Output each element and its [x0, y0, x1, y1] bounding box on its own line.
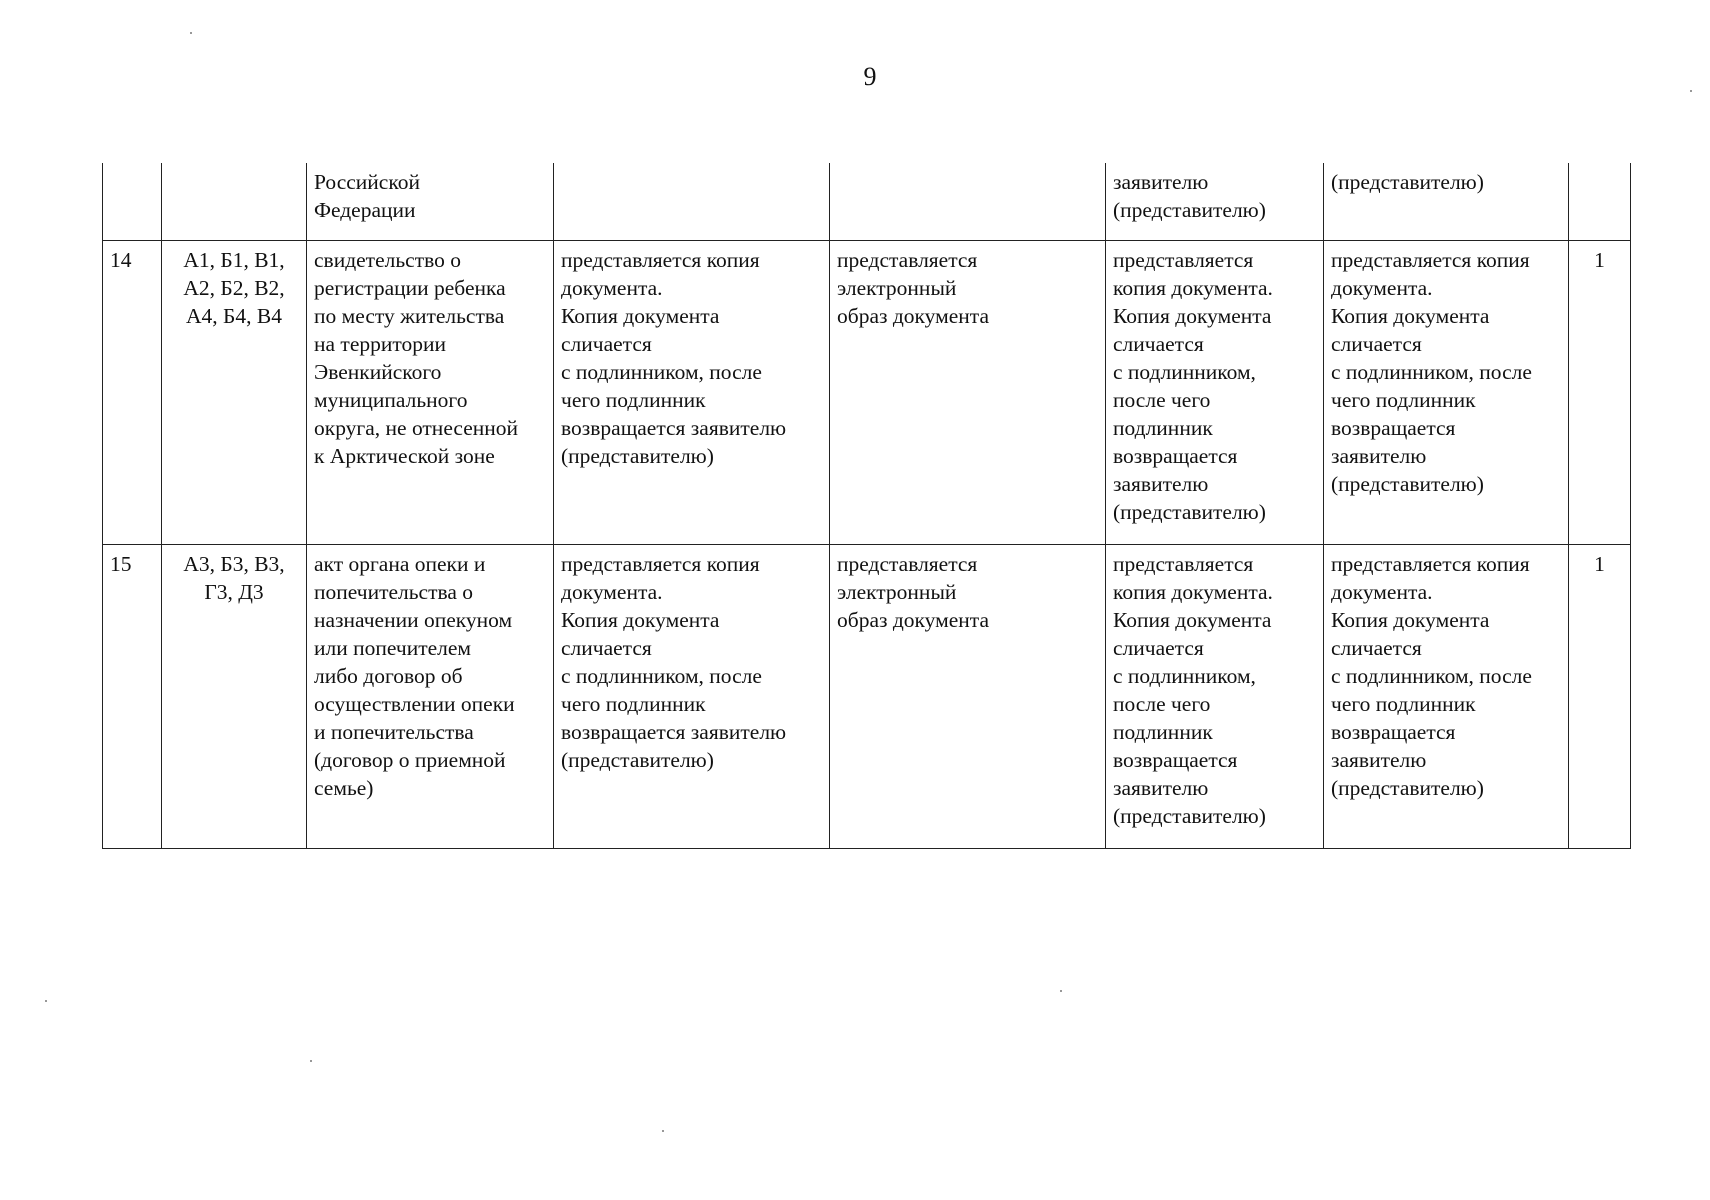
cell-text-line: возвращается заявителю: [561, 415, 787, 440]
cell-col7: [1324, 240, 1569, 544]
cell-text-line: или попечителем: [314, 635, 472, 660]
cell-text-line: после чего: [1113, 387, 1211, 412]
cell-text-line: регистрации ребенка: [314, 275, 506, 300]
cell-text-line: с подлинником,: [1113, 663, 1256, 688]
cell-text-line: семье): [314, 775, 374, 800]
cell-text-line: либо договор об: [314, 663, 463, 688]
cell-text-line: Федерации: [314, 198, 416, 222]
cell-text-line: подлинник: [1113, 415, 1213, 440]
cell-text-line: сличается: [1113, 331, 1204, 356]
cell-text-line: электронный: [837, 579, 957, 604]
cell-text-line: представляется копия: [1331, 247, 1530, 272]
cell-col6: [1106, 544, 1324, 848]
cell-text-line: А2, Б2, В2,: [183, 275, 285, 300]
cell-text-line: Г3, Д3: [204, 579, 264, 604]
cell-text-line: попечительства о: [314, 579, 474, 604]
cell-number: [103, 163, 162, 240]
cell-text-line: сличается: [1113, 635, 1204, 660]
cell-text-line: чего подлинник: [561, 691, 706, 716]
cell-text-line: заявителю: [1113, 471, 1209, 496]
cell-text-line: Копия документа: [1113, 607, 1272, 632]
cell-text-line: заявителю: [1331, 443, 1427, 468]
cell-text-line: осуществлении опеки: [314, 691, 515, 716]
cell-document: [307, 544, 554, 848]
cell-text-line: представляется: [1113, 551, 1254, 576]
cell-codes: [162, 163, 307, 240]
scan-speck: [190, 32, 192, 34]
cell-text-line: документа.: [1331, 579, 1433, 604]
cell-text-line: представляется копия: [561, 551, 760, 576]
cell-text-line: чего подлинник: [561, 387, 706, 412]
cell-text-line: сличается: [1331, 331, 1422, 356]
cell-text-line: А4, Б4, В4: [186, 303, 282, 328]
cell-codes: [162, 544, 307, 848]
cell-text-line: и попечительства: [314, 719, 474, 744]
cell-number: 15: [103, 544, 162, 848]
cell-text-line: образ документа: [837, 607, 990, 632]
cell-text-line: А3, Б3, В3,: [183, 551, 285, 576]
cell-text-line: Копия документа: [1331, 303, 1490, 328]
cell-text-line: с подлинником,: [1113, 359, 1256, 384]
cell-text-line: (представителю): [1113, 803, 1266, 828]
cell-text-line: по месту жительства: [314, 303, 505, 328]
cell-text-line: представляется: [1113, 247, 1254, 272]
cell-text-line: представляется копия: [561, 247, 760, 272]
cell-text-line: назначении опекуном: [314, 607, 513, 632]
cell-col4: [554, 544, 830, 848]
cell-col4: [554, 163, 830, 240]
cell-text-line: возвращается заявителю: [561, 719, 787, 744]
scan-speck: [45, 1000, 47, 1002]
cell-text-line: сличается: [561, 635, 652, 660]
cell-text-line: заявителю: [1113, 170, 1209, 194]
cell-text-line: Копия документа: [1113, 303, 1272, 328]
cell-text-line: возвращается: [1331, 719, 1456, 744]
cell-col5: [830, 163, 1106, 240]
cell-text-line: документа.: [561, 275, 663, 300]
cell-text-line: округа, не отнесенной: [314, 415, 519, 440]
cell-text-line: акт органа опеки и: [314, 551, 486, 576]
cell-text-line: муниципального: [314, 387, 468, 412]
cell-text-line: (договор о приемной: [314, 747, 506, 772]
cell-col4: [554, 240, 830, 544]
table-row: [103, 240, 1631, 544]
cell-text-line: (представителю): [1331, 775, 1484, 800]
cell-text-line: возвращается: [1113, 443, 1238, 468]
cell-text-line: возвращается: [1331, 415, 1456, 440]
cell-text-line: (представителю): [1331, 170, 1484, 194]
cell-col6: [1106, 240, 1324, 544]
cell-document: [307, 163, 554, 240]
cell-text-line: (представителю): [1113, 198, 1266, 222]
cell-text-line: возвращается: [1113, 747, 1238, 772]
cell-text-line: заявителю: [1113, 775, 1209, 800]
cell-text-line: (представителю): [1113, 499, 1266, 524]
cell-text-line: (представителю): [1331, 471, 1484, 496]
cell-text-line: Эвенкийского: [314, 359, 442, 384]
cell-col5: [830, 240, 1106, 544]
cell-text-line: (представителю): [561, 443, 714, 468]
scan-speck: [1690, 90, 1692, 92]
cell-text-line: с подлинником, после: [561, 663, 762, 688]
cell-count: 1: [1569, 240, 1631, 544]
cell-text-line: свидетельство о: [314, 247, 461, 272]
cell-text-line: документа.: [1331, 275, 1433, 300]
cell-text-line: Копия документа: [561, 303, 720, 328]
cell-text-line: Копия документа: [1331, 607, 1490, 632]
cell-text-line: с подлинником, после: [1331, 359, 1532, 384]
cell-text-line: к Арктической зоне: [314, 443, 495, 468]
cell-text-line: чего подлинник: [1331, 691, 1476, 716]
cell-text-line: подлинник: [1113, 719, 1213, 744]
scan-speck: [662, 1130, 664, 1132]
cell-text-line: копия документа.: [1113, 579, 1273, 604]
cell-count: [1569, 163, 1631, 240]
cell-text-line: заявителю: [1331, 747, 1427, 772]
cell-text-line: образ документа: [837, 303, 990, 328]
cell-col6: [1106, 163, 1324, 240]
cell-number: 14: [103, 240, 162, 544]
cell-text-line: после чего: [1113, 691, 1211, 716]
scan-speck: [1060, 990, 1062, 992]
cell-col5: [830, 544, 1106, 848]
cell-text-line: копия документа.: [1113, 275, 1273, 300]
cell-text-line: сличается: [561, 331, 652, 356]
cell-count: 1: [1569, 544, 1631, 848]
cell-codes: [162, 240, 307, 544]
cell-text-line: представляется: [837, 247, 978, 272]
cell-text-line: с подлинником, после: [1331, 663, 1532, 688]
cell-text-line: Копия документа: [561, 607, 720, 632]
documents-table: [102, 163, 1631, 849]
table-row: [103, 544, 1631, 848]
cell-col7: [1324, 163, 1569, 240]
cell-text-line: чего подлинник: [1331, 387, 1476, 412]
cell-text-line: А1, Б1, В1,: [183, 247, 285, 272]
cell-text-line: представляется: [837, 551, 978, 576]
table-row-continuation: [103, 163, 1631, 240]
cell-text-line: Российской: [314, 170, 420, 194]
cell-text-line: электронный: [837, 275, 957, 300]
page-number: 9: [863, 62, 877, 91]
cell-text-line: сличается: [1331, 635, 1422, 660]
cell-text-line: представляется копия: [1331, 551, 1530, 576]
cell-text-line: на территории: [314, 331, 446, 356]
cell-text-line: документа.: [561, 579, 663, 604]
cell-document: [307, 240, 554, 544]
cell-text-line: с подлинником, после: [561, 359, 762, 384]
cell-text-line: (представителю): [561, 747, 714, 772]
cell-col7: [1324, 544, 1569, 848]
scan-speck: [310, 1060, 312, 1062]
